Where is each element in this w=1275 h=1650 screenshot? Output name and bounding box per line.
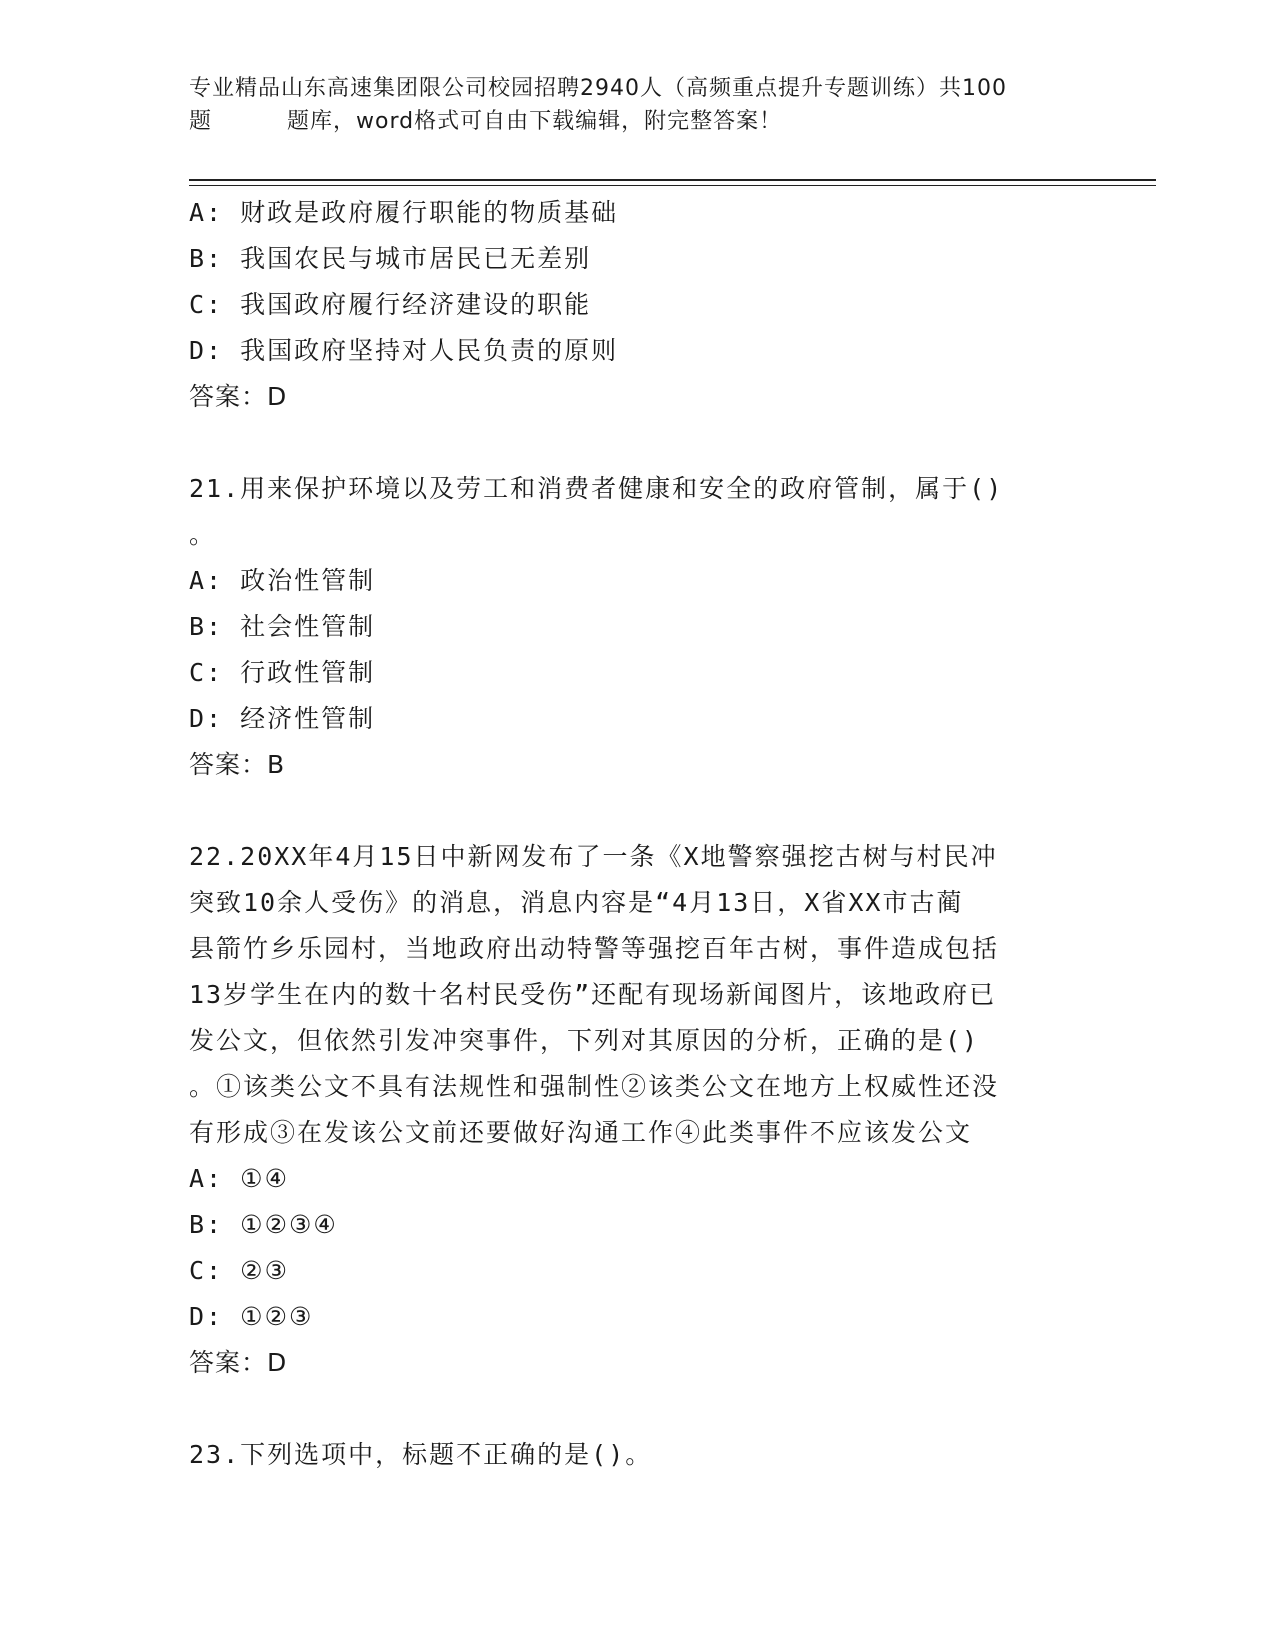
spacer bbox=[189, 420, 1069, 466]
option-a: A: 财政是政府履行职能的物质基础 bbox=[189, 198, 619, 227]
question-stem-line: 23.下列选项中，标题不正确的是()。 bbox=[189, 1440, 653, 1469]
page-header bbox=[189, 72, 1089, 138]
option-c: C: ②③ bbox=[189, 1256, 289, 1285]
option-b: B: 我国农民与城市居民已无差别 bbox=[189, 244, 592, 273]
option-d: D: 我国政府坚持对人民负责的原则 bbox=[189, 336, 619, 365]
question-stem-line: 13岁学生在内的数十名村民受伤”还配有现场新闻图片，该地政府已 bbox=[189, 980, 997, 1009]
question-stem-line: 有形成③在发该公文前还要做好沟通工作④此类事件不应该发公文 bbox=[189, 1118, 973, 1147]
option-a: A: ①④ bbox=[189, 1164, 289, 1193]
question-stem-line: 21.用来保护环境以及劳工和消费者健康和安全的政府管制，属于() bbox=[189, 474, 1004, 503]
question-21 bbox=[189, 466, 1069, 788]
question-22 bbox=[189, 834, 1069, 1386]
header-title-line2 bbox=[189, 105, 1089, 138]
header-divider-thick bbox=[189, 179, 1156, 181]
question-23 bbox=[189, 1432, 1069, 1478]
answer-line: 答案：D bbox=[189, 382, 288, 411]
option-c: C: 行政性管制 bbox=[189, 658, 376, 687]
header-divider-thin bbox=[189, 185, 1156, 186]
question-20 bbox=[189, 190, 1069, 420]
header-title-line2-left: 题 bbox=[189, 109, 213, 134]
question-stem-line: 。①该类公文不具有法规性和强制性②该类公文在地方上权威性还没 bbox=[189, 1072, 1000, 1101]
spacer bbox=[189, 1386, 1069, 1432]
question-stem-line: 突致10余人受伤》的消息，消息内容是“4月13日，X省XX市古蔺 bbox=[189, 888, 964, 917]
question-stem-line: 22.20XX年4月15日中新网发布了一条《X地警察强挖古树与村民冲 bbox=[189, 842, 998, 871]
header-title-line1: 专业精品山东高速集团限公司校园招聘2940人（高频重点提升专题训练）共100 bbox=[189, 76, 1007, 101]
spacer bbox=[189, 788, 1069, 834]
option-b: B: ①②③④ bbox=[189, 1210, 338, 1239]
option-a: A: 政治性管制 bbox=[189, 566, 376, 595]
answer-line: 答案：B bbox=[189, 750, 286, 779]
option-c: C: 我国政府履行经济建设的职能 bbox=[189, 290, 592, 319]
question-stem-line: 。 bbox=[189, 520, 217, 549]
question-stem-line: 县箭竹乡乐园村，当地政府出动特警等强挖百年古树，事件造成包括 bbox=[189, 934, 1000, 963]
option-d: D: ①②③ bbox=[189, 1302, 314, 1331]
header-title-line2-right: 题库，word格式可自由下载编辑，附完整答案！ bbox=[287, 109, 783, 134]
answer-line: 答案：D bbox=[189, 1348, 288, 1377]
question-content bbox=[189, 190, 1069, 1478]
option-b: B: 社会性管制 bbox=[189, 612, 376, 641]
option-d: D: 经济性管制 bbox=[189, 704, 376, 733]
question-stem-line: 发公文，但依然引发冲突事件，下列对其原因的分析，正确的是() bbox=[189, 1026, 980, 1055]
